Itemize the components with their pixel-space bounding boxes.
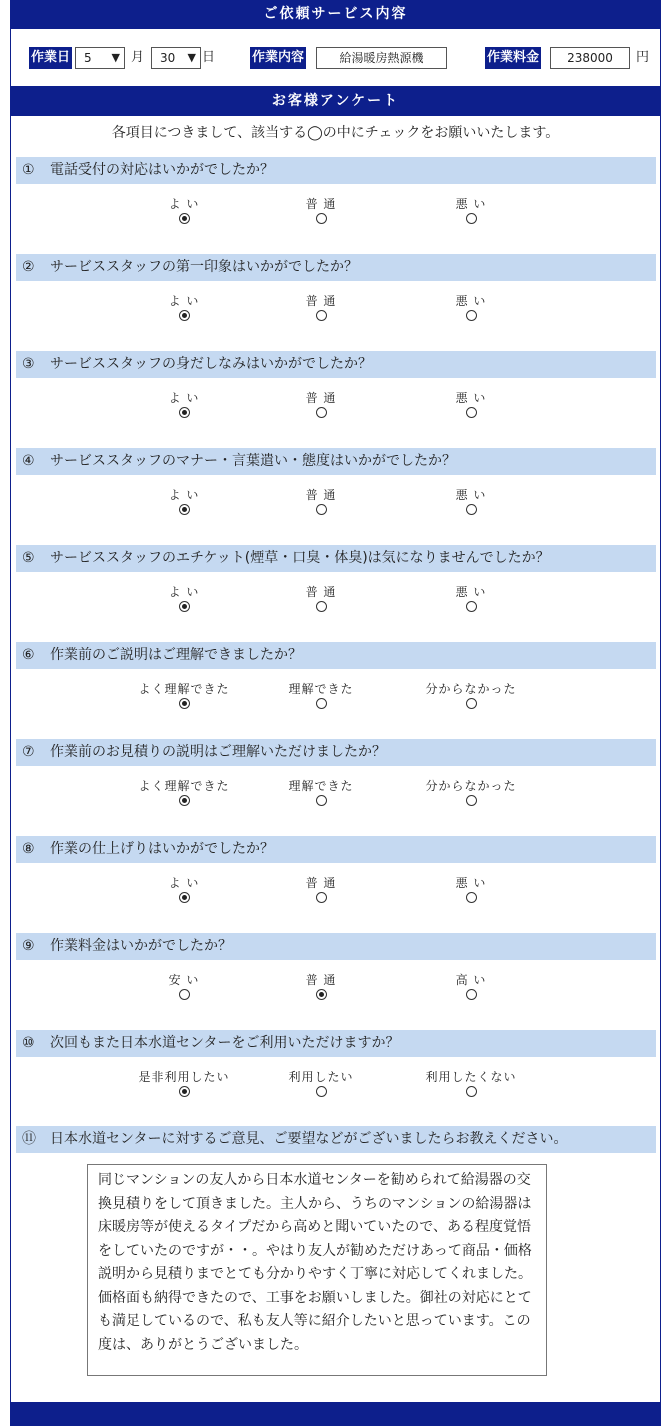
answer-radio[interactable] bbox=[316, 795, 327, 806]
service-row bbox=[11, 44, 660, 74]
question-text: 作業前のお見積りの説明はご理解いただけましたか？ bbox=[50, 744, 386, 760]
answer-option bbox=[411, 778, 531, 809]
answer-label: よ い bbox=[168, 197, 200, 211]
answer-option bbox=[261, 390, 381, 421]
question-number: ⑤ bbox=[22, 550, 35, 566]
answer-option bbox=[124, 584, 244, 615]
date-label: 作業日 bbox=[29, 47, 72, 69]
answer-radio[interactable] bbox=[179, 892, 190, 903]
answer-radio[interactable] bbox=[179, 504, 190, 515]
question-text: サービススタッフのエチケット(煙草・口臭・体臭)は気になりませんでしたか？ bbox=[50, 550, 550, 566]
answer-label: 普 通 bbox=[305, 197, 337, 211]
chevron-down-icon: ▼ bbox=[187, 51, 196, 64]
answer-radio[interactable] bbox=[179, 1086, 190, 1097]
answer-radio[interactable] bbox=[466, 310, 477, 321]
day-select[interactable]: 30 ▼ bbox=[151, 47, 201, 69]
question-6-heading bbox=[16, 642, 656, 669]
answer-option bbox=[124, 875, 244, 906]
answer-radio[interactable] bbox=[179, 795, 190, 806]
answer-radio[interactable] bbox=[316, 407, 327, 418]
answer-label: 悪 い bbox=[455, 391, 487, 405]
answer-label: 高 い bbox=[455, 973, 487, 987]
answer-label: 普 通 bbox=[305, 973, 337, 987]
answer-radio[interactable] bbox=[466, 504, 477, 515]
question-text: 日本水道センターに対するご意見、ご要望などがございましたらお教えください。 bbox=[50, 1131, 568, 1147]
answer-radio[interactable] bbox=[316, 892, 327, 903]
question-number: ⑩ bbox=[22, 1035, 35, 1051]
footer-band bbox=[11, 1402, 660, 1426]
question-5-heading bbox=[16, 545, 656, 572]
survey-frame bbox=[10, 0, 661, 1426]
answer-radio[interactable] bbox=[179, 698, 190, 709]
answer-label: 理解できた bbox=[288, 779, 354, 793]
survey-header: お客様アンケート bbox=[11, 86, 660, 116]
answer-radio[interactable] bbox=[466, 213, 477, 224]
question-number: ⑥ bbox=[22, 647, 35, 663]
question-text: 次回もまた日本水道センターをご利用いただけますか？ bbox=[50, 1035, 400, 1051]
answer-option bbox=[261, 778, 381, 809]
answer-label: 悪 い bbox=[455, 488, 487, 502]
answer-option bbox=[411, 390, 531, 421]
answer-option bbox=[261, 875, 381, 906]
answer-option bbox=[124, 778, 244, 809]
answer-option bbox=[411, 875, 531, 906]
answer-radio[interactable] bbox=[179, 310, 190, 321]
question-9-heading bbox=[16, 933, 656, 960]
question-number: ④ bbox=[22, 453, 35, 469]
answer-radio[interactable] bbox=[466, 892, 477, 903]
fee-label: 作業料金 bbox=[485, 47, 541, 69]
question-4-heading bbox=[16, 448, 656, 475]
answer-radio[interactable] bbox=[466, 698, 477, 709]
answer-label: 普 通 bbox=[305, 585, 337, 599]
question-text: 作業の仕上げりはいかがでしたか？ bbox=[50, 841, 274, 857]
question-text: サービススタッフのマナー・言葉遣い・態度はいかがでしたか？ bbox=[50, 453, 456, 469]
question-10-heading bbox=[16, 1030, 656, 1057]
question-11-heading bbox=[16, 1126, 656, 1153]
answer-option bbox=[261, 487, 381, 518]
answer-option bbox=[261, 196, 381, 227]
answer-option bbox=[261, 1069, 381, 1100]
answer-label: よ い bbox=[168, 391, 200, 405]
answer-radio[interactable] bbox=[466, 601, 477, 612]
answer-label: 分からなかった bbox=[425, 682, 517, 696]
answer-label: 是非利用したい bbox=[138, 1070, 230, 1084]
answer-option bbox=[411, 293, 531, 324]
answer-option bbox=[411, 196, 531, 227]
answer-label: よく理解できた bbox=[138, 779, 230, 793]
question-number: ② bbox=[22, 259, 35, 275]
answer-option bbox=[124, 1069, 244, 1100]
question-text: 作業前のご説明はご理解できましたか？ bbox=[50, 647, 302, 663]
question-text: サービススタッフの身だしなみはいかがでしたか？ bbox=[50, 356, 372, 372]
question-8-heading bbox=[16, 836, 656, 863]
answer-label: よ い bbox=[168, 294, 200, 308]
answer-option bbox=[411, 1069, 531, 1100]
answer-label: 悪 い bbox=[455, 585, 487, 599]
question-text: 作業料金はいかがでしたか？ bbox=[50, 938, 232, 954]
fee-field[interactable]: 238000 bbox=[550, 47, 630, 69]
answer-option bbox=[411, 584, 531, 615]
answer-radio[interactable] bbox=[466, 795, 477, 806]
question-7-heading bbox=[16, 739, 656, 766]
answer-radio[interactable] bbox=[316, 698, 327, 709]
answer-label: 悪 い bbox=[455, 197, 487, 211]
answer-option bbox=[411, 972, 531, 1003]
answer-option bbox=[261, 681, 381, 712]
question-number: ⑧ bbox=[22, 841, 35, 857]
content-field[interactable]: 給湯暖房熱源機 bbox=[316, 47, 447, 69]
answer-radio[interactable] bbox=[316, 601, 327, 612]
answer-option bbox=[261, 972, 381, 1003]
answer-label: 普 通 bbox=[305, 488, 337, 502]
answer-option bbox=[124, 196, 244, 227]
question-number: ① bbox=[22, 162, 35, 178]
answer-label: 悪 い bbox=[455, 294, 487, 308]
answer-radio[interactable] bbox=[179, 213, 190, 224]
question-number: ⑦ bbox=[22, 744, 35, 760]
answer-label: よ い bbox=[168, 488, 200, 502]
answer-option bbox=[124, 681, 244, 712]
answer-label: よ い bbox=[168, 876, 200, 890]
answer-label: 利用したくない bbox=[425, 1070, 517, 1084]
answer-label: 理解できた bbox=[288, 682, 354, 696]
answer-radio[interactable] bbox=[179, 601, 190, 612]
question-1-heading bbox=[16, 157, 656, 184]
question-number: ⑪ bbox=[22, 1131, 36, 1147]
answer-option bbox=[124, 487, 244, 518]
fee-unit: 円 bbox=[636, 50, 650, 65]
question-number: ③ bbox=[22, 356, 35, 372]
question-3-heading bbox=[16, 351, 656, 378]
answer-radio[interactable] bbox=[316, 213, 327, 224]
answer-radio[interactable] bbox=[316, 310, 327, 321]
answer-label: 分からなかった bbox=[425, 779, 517, 793]
survey-intro: 各項目につきまして、該当する◯の中にチェックをお願いいたします。 bbox=[111, 125, 560, 141]
answer-radio[interactable] bbox=[466, 1086, 477, 1097]
answer-radio[interactable] bbox=[179, 407, 190, 418]
answer-label: 普 通 bbox=[305, 391, 337, 405]
day-unit: 日 bbox=[202, 50, 216, 65]
answer-option bbox=[411, 487, 531, 518]
answer-label: 悪 い bbox=[455, 876, 487, 890]
question-number: ⑨ bbox=[22, 938, 35, 954]
answer-radio[interactable] bbox=[466, 989, 477, 1000]
answer-radio[interactable] bbox=[316, 1086, 327, 1097]
answer-radio[interactable] bbox=[466, 407, 477, 418]
answer-label: 普 通 bbox=[305, 876, 337, 890]
answer-option bbox=[411, 681, 531, 712]
answer-label: よ い bbox=[168, 585, 200, 599]
question-2-heading bbox=[16, 254, 656, 281]
answer-label: 普 通 bbox=[305, 294, 337, 308]
comment-textarea[interactable]: 同じマンションの友人から日本水道センターを勧められて給湯器の交換見積りをして頂きました。主人から、うちのマンションの給湯器は床暖房等が使えるタイプだから高めと聞いていたので、ある程度覚悟をしていたのですが・・。やはり友人が勧めただけあって商品・価格説明から見積りまでとても分かりやすく丁寧に対応してくれました。価格面も納得できたので、工事をお願いしました。御社の対応にとても満足しているので、私も友人等に紹介したいと思っています。この度は、ありがとうございました。 bbox=[87, 1164, 547, 1376]
answer-option bbox=[124, 972, 244, 1003]
answer-radio[interactable] bbox=[179, 989, 190, 1000]
question-text: サービススタッフの第一印象はいかがでしたか？ bbox=[50, 259, 358, 275]
chevron-down-icon: ▼ bbox=[111, 51, 120, 64]
answer-option bbox=[124, 293, 244, 324]
answer-label: 利用したい bbox=[288, 1070, 354, 1084]
answer-radio[interactable] bbox=[316, 504, 327, 515]
service-header: ご依頼サービス内容 bbox=[11, 0, 660, 29]
month-unit: 月 bbox=[131, 50, 145, 65]
answer-radio[interactable] bbox=[316, 989, 327, 1000]
content-label: 作業内容 bbox=[250, 47, 306, 69]
answer-option bbox=[261, 293, 381, 324]
answer-option bbox=[261, 584, 381, 615]
answer-option bbox=[124, 390, 244, 421]
answer-label: よく理解できた bbox=[138, 682, 230, 696]
answer-label: 安 い bbox=[168, 973, 200, 987]
month-select[interactable]: 5 ▼ bbox=[75, 47, 125, 69]
question-text: 電話受付の対応はいかがでしたか？ bbox=[50, 162, 274, 178]
